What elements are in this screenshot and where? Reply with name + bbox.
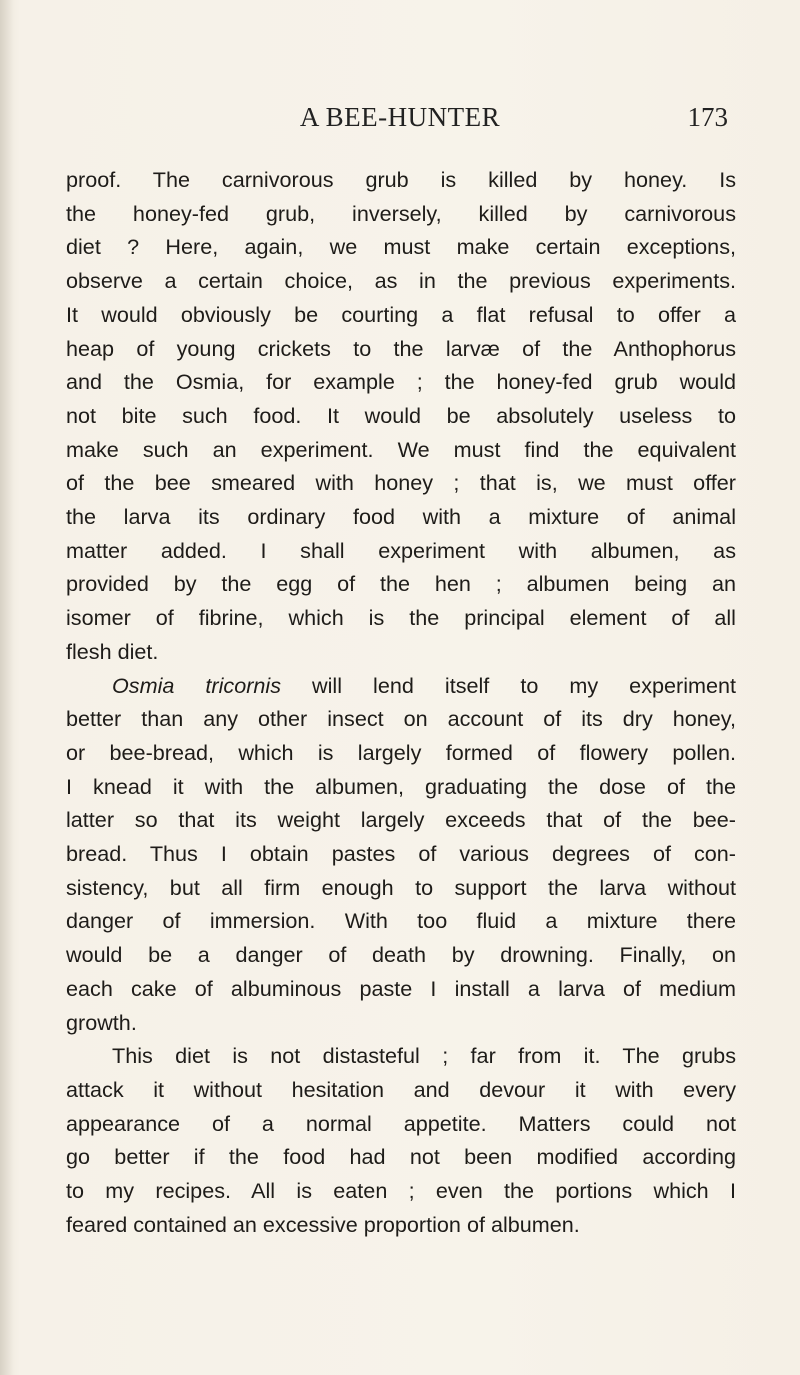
spine-shadow [0, 0, 14, 1375]
text-line [66, 669, 736, 703]
text-line: or bee-bread, which is largely formed of flowery pollen. [66, 739, 736, 765]
text-line: I knead it with the albumen, graduating the dose of the [66, 773, 736, 799]
page-number: 173 [687, 102, 728, 132]
text-line: to my recipes. All is eaten ; even the portions which I [66, 1178, 736, 1204]
body-text [66, 163, 736, 1242]
text-line: the larva its ordinary food with a mixture of animal [66, 504, 736, 530]
text-line: appearance of a normal appetite. Matters could not [66, 1110, 736, 1136]
text-line: of the bee smeared with honey ; that is, we must offer [66, 470, 736, 496]
text-line: It would obviously be courting a flat refusal to offer a [66, 301, 736, 327]
text-line: danger of immersion. With too fluid a mixture there [66, 908, 736, 934]
paragraph-2 [66, 669, 736, 1040]
text-line: diet ? Here, again, we must make certain exceptions, [66, 234, 736, 260]
text-line: would be a danger of death by drowning. Finally, on [66, 942, 736, 968]
text-line: bread. Thus I obtain pastes of various degrees of con- [66, 841, 736, 867]
text-line: go better if the food had not been modified according [66, 1144, 736, 1170]
text-line: and the Osmia, for example ; the honey-fed grub would [66, 369, 736, 395]
text-line: growth. [66, 1009, 137, 1035]
text-line: provided by the egg of the hen ; albumen being an [66, 571, 736, 597]
text-line: flesh diet. [66, 638, 159, 664]
text-line: matter added. I shall experiment with albumen, as [66, 537, 736, 563]
text-line: better than any other insect on account of its dry honey, [66, 706, 736, 732]
text-line: sistency, but all firm enough to support the larva without [66, 874, 736, 900]
text-line: proof. The carnivorous grub is killed by honey. Is [66, 167, 736, 192]
text-line: heap of young crickets to the larvæ of the Anthophorus [66, 335, 736, 361]
text-line: attack it without hesitation and devour it with every [66, 1076, 736, 1102]
paragraph-1 [66, 163, 736, 669]
text-fragment: will lend itself to my experiment [281, 672, 736, 698]
text-line: This diet is not distasteful ; far from it. The grubs [112, 1043, 736, 1069]
text-line: feared contained an excessive proportion of albumen. [66, 1211, 580, 1237]
text-line: the honey-fed grub, inversely, killed by carnivorous [66, 200, 736, 226]
text-line: observe a certain choice, as in the previous experiments. [66, 268, 736, 294]
page-header [0, 102, 800, 142]
text-line: not bite such food. It would be absolutely useless to [66, 402, 736, 428]
text-line: each cake of albuminous paste I install a larva of medium [66, 975, 736, 1001]
species-name: Osmia tricornis [112, 672, 282, 698]
text-line: latter so that its weight largely exceeds that of the bee- [66, 807, 736, 833]
text-line: isomer of fibrine, which is the principal element of all [66, 605, 736, 631]
paragraph-3 [66, 1039, 736, 1241]
text-line: make such an experiment. We must find the equivalent [66, 436, 736, 462]
running-title: A BEE-HUNTER [299, 102, 501, 132]
